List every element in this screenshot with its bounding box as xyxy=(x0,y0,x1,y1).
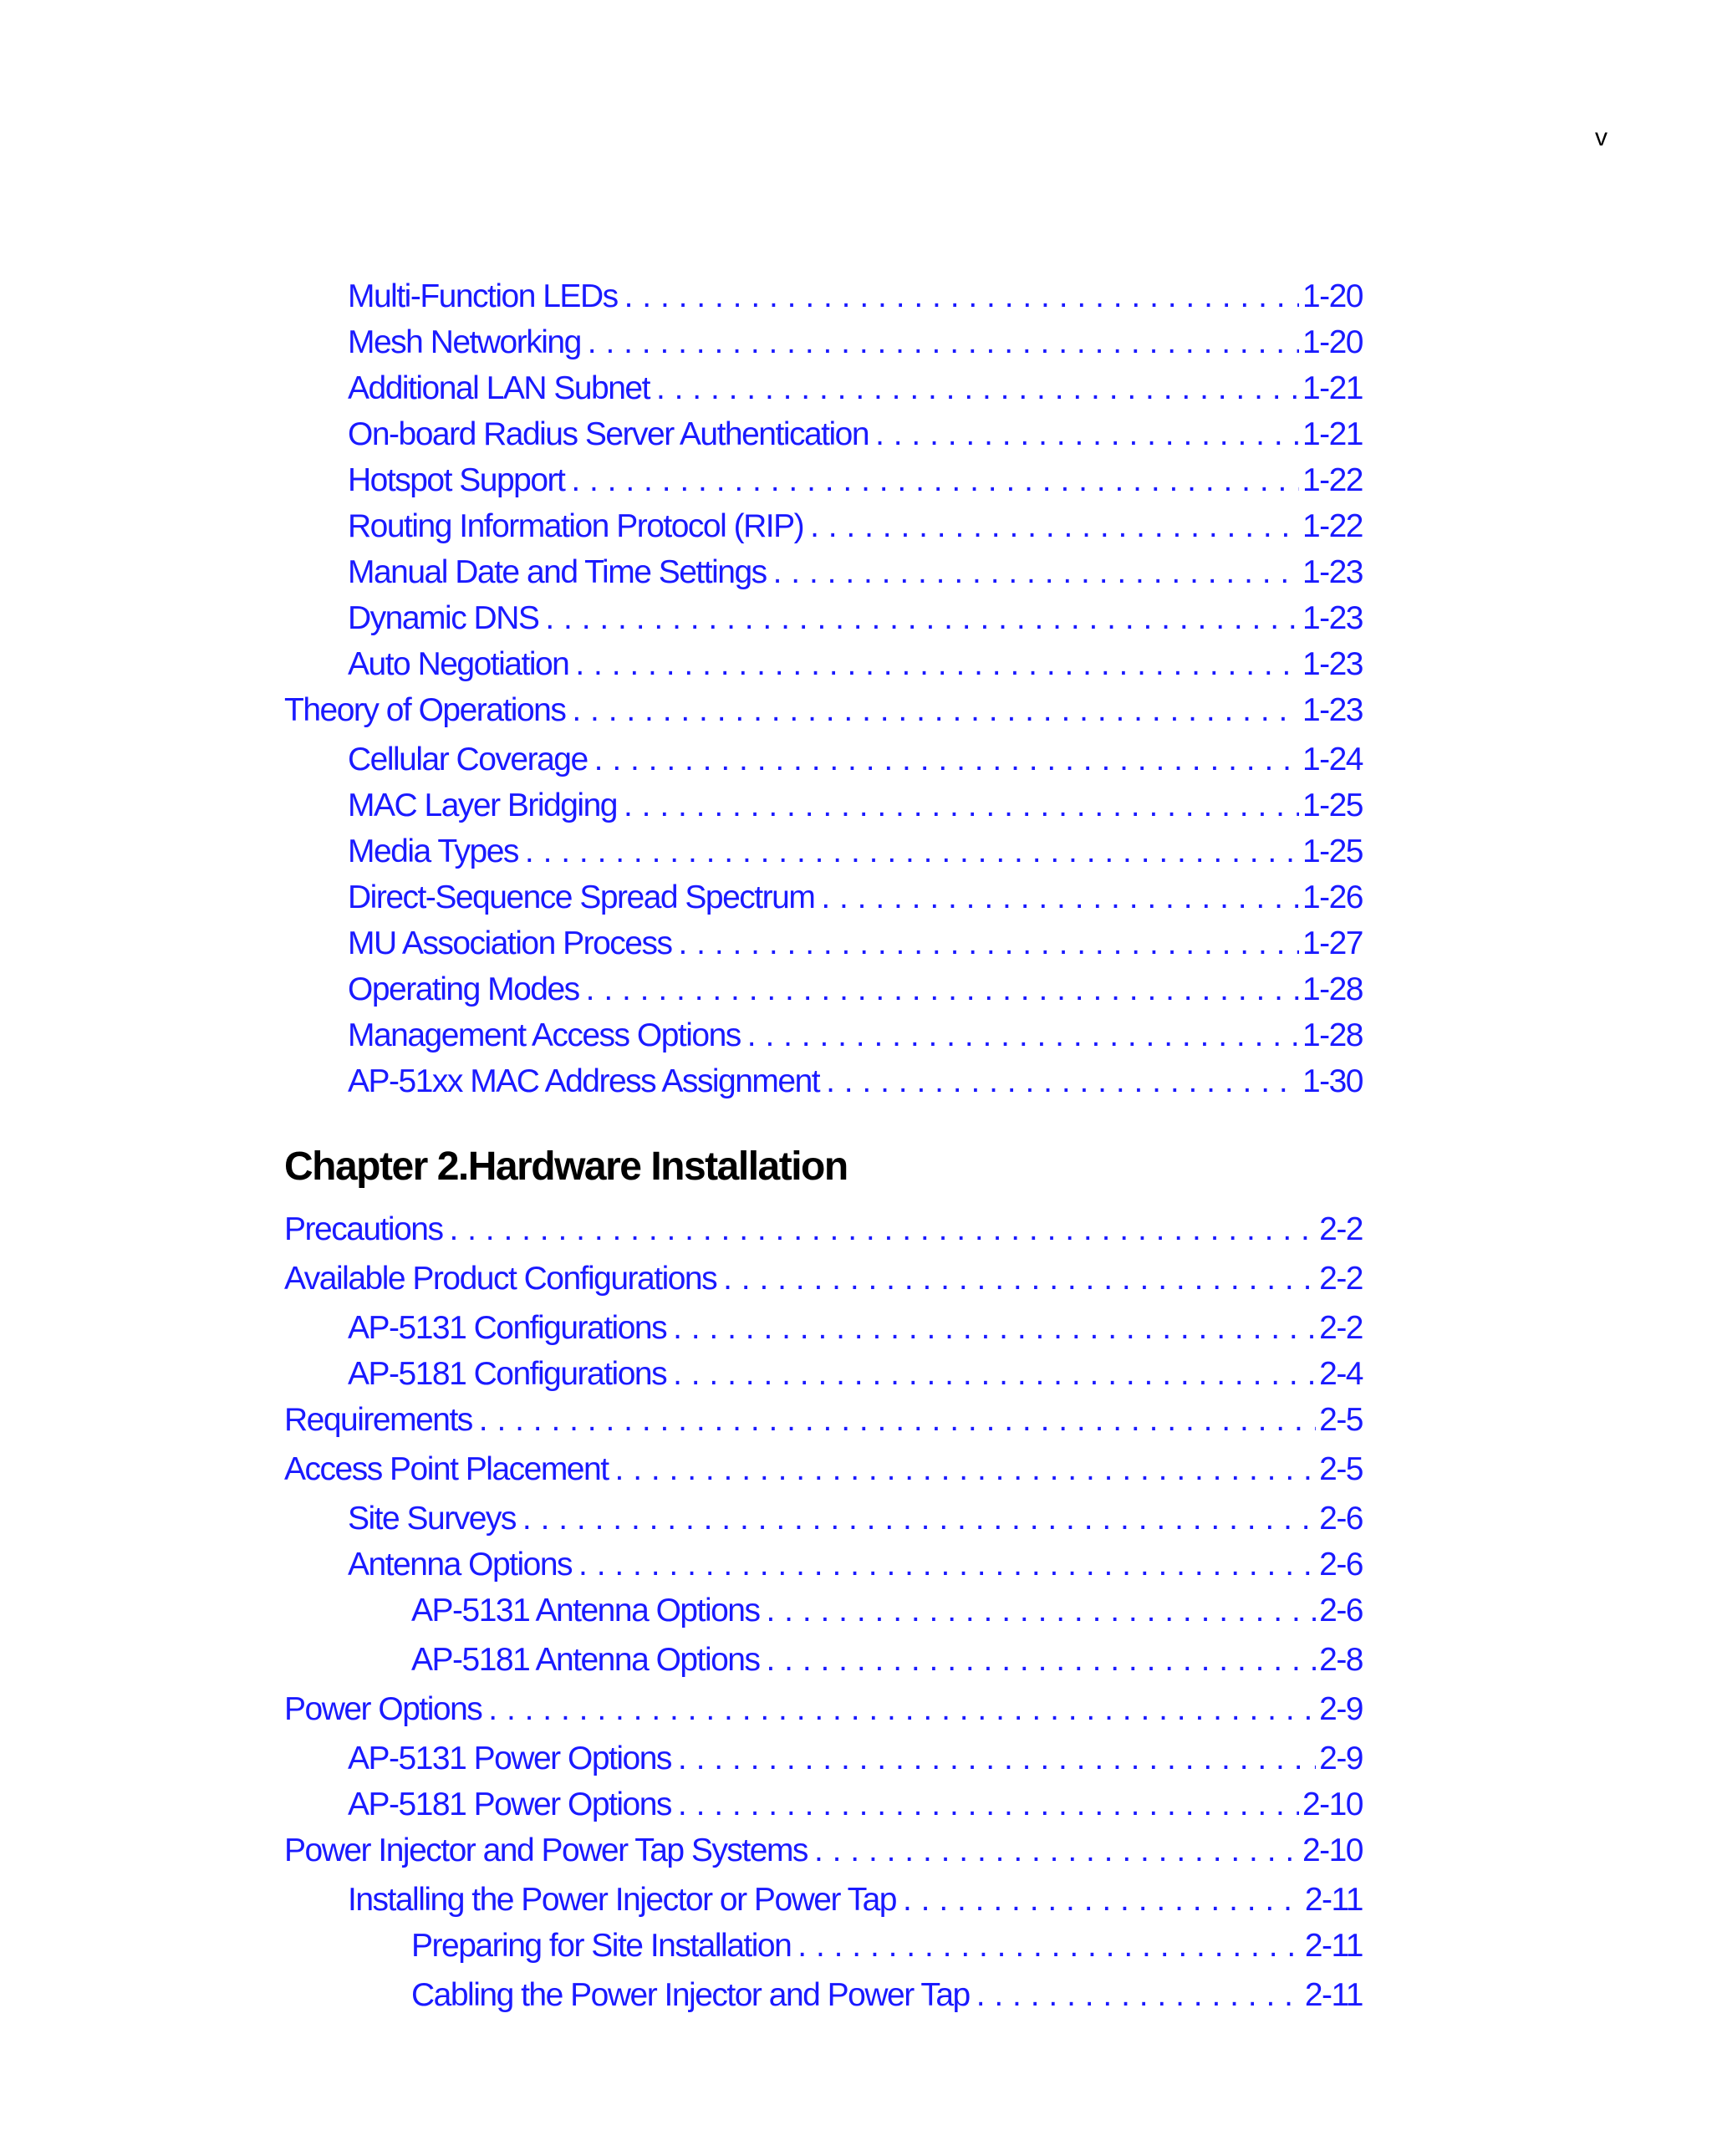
dot-leader xyxy=(615,1449,1317,1491)
toc-entry-page: 1-20 xyxy=(1302,324,1363,360)
toc-entry-title: Antenna Options xyxy=(348,1547,573,1583)
toc-entry-access-point-placement[interactable] xyxy=(284,1449,1363,1491)
toc-entry-title: Theory of Operations xyxy=(284,692,566,728)
toc-entry-title: AP-5181 Configurations xyxy=(348,1356,667,1392)
toc-entry-page: 1-28 xyxy=(1302,1017,1363,1053)
dot-leader xyxy=(594,739,1299,781)
toc-entry-page: 2-2 xyxy=(1319,1261,1363,1297)
toc-entry-title: Dynamic DNS xyxy=(348,600,539,636)
toc-entry-page: 2-2 xyxy=(1319,1310,1363,1346)
toc-entry-additional-lan-subnet[interactable] xyxy=(348,368,1363,410)
toc-entry-title: Operating Modes xyxy=(348,971,579,1007)
toc-entry-preparing-for-site-installation[interactable] xyxy=(411,1925,1363,1967)
toc-entry-title: Direct-Sequence Spread Spectrum xyxy=(348,879,815,915)
toc-entry-page: 1-23 xyxy=(1302,646,1363,682)
toc-entry-title: Requirements xyxy=(284,1402,472,1438)
toc-entry-title: Cellular Coverage xyxy=(348,742,588,777)
toc-entry-page: 2-10 xyxy=(1302,1786,1363,1822)
toc-entry-direct-sequence-spread-spectrum[interactable] xyxy=(348,877,1363,919)
toc-entry-dynamic-dns[interactable] xyxy=(348,598,1363,640)
dot-leader xyxy=(525,831,1299,873)
toc-entry-page: 2-2 xyxy=(1319,1211,1363,1247)
toc-entry-title: AP-5131 Configurations xyxy=(348,1310,667,1346)
toc-entry-page: 1-22 xyxy=(1302,508,1363,544)
toc-entry-page: 1-26 xyxy=(1302,879,1363,915)
dot-leader xyxy=(747,1015,1299,1057)
toc-entry-page: 2-9 xyxy=(1319,1691,1363,1727)
toc-entry-precautions[interactable] xyxy=(284,1209,1363,1251)
toc-entry-requirements[interactable] xyxy=(284,1399,1363,1441)
dot-leader xyxy=(767,1639,1317,1681)
dot-leader xyxy=(797,1925,1302,1967)
toc-entry-power-options[interactable] xyxy=(284,1689,1363,1730)
toc-entry-site-surveys[interactable] xyxy=(348,1498,1363,1540)
toc-entry-title: Multi-Function LEDs xyxy=(348,278,618,314)
dot-leader xyxy=(678,1738,1316,1780)
toc-entry-page: 2-6 xyxy=(1319,1547,1363,1583)
dot-leader xyxy=(678,1784,1299,1826)
toc-entry-page: 2-6 xyxy=(1319,1501,1363,1537)
toc-entry-title: Precautions xyxy=(284,1211,443,1247)
dot-leader xyxy=(479,1399,1316,1441)
dot-leader xyxy=(767,1590,1317,1632)
toc-entry-title: Installing the Power Injector or Power Tap xyxy=(348,1882,896,1918)
dot-leader xyxy=(575,644,1299,686)
dot-leader xyxy=(773,552,1299,594)
toc-entry-page: 1-28 xyxy=(1302,971,1363,1007)
dot-leader xyxy=(826,1061,1299,1103)
toc-entry-title: Auto Negotiation xyxy=(348,646,569,682)
dot-leader xyxy=(588,322,1299,364)
toc-entry-page: 1-22 xyxy=(1302,462,1363,498)
dot-leader xyxy=(810,506,1299,548)
toc-entry-ap-5181-configurations[interactable] xyxy=(348,1353,1363,1395)
toc-entry-title: Power Options xyxy=(284,1691,482,1727)
toc-entry-mesh-networking[interactable] xyxy=(348,322,1363,364)
toc-entry-title: MU Association Process xyxy=(348,925,672,961)
toc-entry-operating-modes[interactable] xyxy=(348,969,1363,1011)
toc-entry-title: AP-5131 Power Options xyxy=(348,1741,671,1776)
toc-entry-multi-function-leds[interactable] xyxy=(348,276,1363,318)
toc-entry-title: Management Access Options xyxy=(348,1017,741,1053)
dot-leader xyxy=(976,1975,1302,2016)
toc-entry-title: Additional LAN Subnet xyxy=(348,370,650,406)
dot-leader xyxy=(522,1498,1316,1540)
toc-entry-page: 1-24 xyxy=(1302,742,1363,777)
toc-entry-media-types[interactable] xyxy=(348,831,1363,873)
toc-entry-ap-5181-antenna-options[interactable] xyxy=(411,1639,1363,1681)
toc-entry-title: Media Types xyxy=(348,833,518,869)
toc-entry-available-product-configurations[interactable] xyxy=(284,1258,1363,1300)
toc-entry-title: AP-5131 Antenna Options xyxy=(411,1593,760,1628)
dot-leader xyxy=(586,969,1299,1011)
toc-entry-mu-association-process[interactable] xyxy=(348,923,1363,965)
toc-entry-ap-51xx-mac-address-assignment[interactable] xyxy=(348,1061,1363,1103)
toc-entry-page: 1-25 xyxy=(1302,833,1363,869)
toc-entry-cellular-coverage[interactable] xyxy=(348,739,1363,781)
toc-entry-management-access-options[interactable] xyxy=(348,1015,1363,1057)
toc-entry-auto-negotiation[interactable] xyxy=(348,644,1363,686)
dot-leader xyxy=(673,1307,1316,1349)
toc-entry-title: On-board Radius Server Authentication xyxy=(348,416,869,452)
dot-leader xyxy=(449,1209,1316,1251)
toc-entry-page: 1-20 xyxy=(1302,278,1363,314)
page-number: v xyxy=(1595,124,1608,151)
toc-entry-ap-5131-power-options[interactable] xyxy=(348,1738,1363,1780)
toc-entry-page: 2-11 xyxy=(1304,1977,1363,2013)
toc-entry-on-board-radius-server-authentication[interactable] xyxy=(348,414,1363,456)
toc-entry-page: 2-9 xyxy=(1319,1741,1363,1776)
dot-leader xyxy=(488,1689,1316,1730)
toc-entry-page: 2-11 xyxy=(1304,1928,1363,1964)
toc-entry-ap-5131-antenna-options[interactable] xyxy=(411,1590,1363,1632)
toc-entry-page: 1-25 xyxy=(1302,787,1363,823)
toc-entry-page: 1-23 xyxy=(1302,554,1363,590)
toc-entry-title: Site Surveys xyxy=(348,1501,516,1537)
toc-entry-page: 2-4 xyxy=(1319,1356,1363,1392)
toc-entry-routing-information-protocol-rip[interactable] xyxy=(348,506,1363,548)
toc-entry-page: 1-21 xyxy=(1302,370,1363,406)
toc-entry-installing-the-power-injector-or-power-tap[interactable] xyxy=(348,1879,1363,1921)
dot-leader xyxy=(624,276,1299,318)
toc-entry-page: 1-21 xyxy=(1302,416,1363,452)
toc-entry-title: Mesh Networking xyxy=(348,324,581,360)
toc-entry-theory-of-operations[interactable] xyxy=(284,690,1363,731)
toc-entry-title: AP-51xx MAC Address Assignment xyxy=(348,1063,820,1099)
dot-leader xyxy=(572,690,1299,731)
toc-entry-title: Manual Date and Time Settings xyxy=(348,554,767,590)
chapter-heading: Chapter 2.Hardware Installation xyxy=(284,1144,848,1189)
toc-entry-page: 2-8 xyxy=(1319,1642,1363,1678)
toc-entry-page: 1-23 xyxy=(1302,692,1363,728)
toc-entry-title: AP-5181 Power Options xyxy=(348,1786,671,1822)
dot-leader xyxy=(723,1258,1316,1300)
toc-entry-page: 2-11 xyxy=(1304,1882,1363,1918)
toc-entry-page: 2-6 xyxy=(1319,1593,1363,1628)
dot-leader xyxy=(673,1353,1316,1395)
dot-leader xyxy=(903,1879,1302,1921)
dot-leader xyxy=(571,460,1299,502)
toc-entry-title: Hotspot Support xyxy=(348,462,565,498)
toc-entry-page: 1-23 xyxy=(1302,600,1363,636)
toc-entry-ap-5131-configurations[interactable] xyxy=(348,1307,1363,1349)
toc-entry-page: 2-5 xyxy=(1319,1402,1363,1438)
toc-entry-title: Cabling the Power Injector and Power Tap xyxy=(411,1977,970,2013)
toc-entry-page: 2-5 xyxy=(1319,1451,1363,1487)
toc-entry-page: 1-27 xyxy=(1302,925,1363,961)
toc-entry-cabling-the-power-injector-and-power-tap[interactable] xyxy=(411,1975,1363,2016)
toc-entry-title: Available Product Configurations xyxy=(284,1261,717,1297)
toc-entry-title: Access Point Placement xyxy=(284,1451,609,1487)
toc-entry-title: Preparing for Site Installation xyxy=(411,1928,792,1964)
dot-leader xyxy=(578,1544,1316,1586)
toc-entry-hotspot-support[interactable] xyxy=(348,460,1363,502)
dot-leader xyxy=(821,877,1299,919)
toc-entry-ap-5181-power-options[interactable] xyxy=(348,1784,1363,1826)
dot-leader xyxy=(875,414,1299,456)
toc-entry-power-injector-and-power-tap-systems[interactable] xyxy=(284,1830,1363,1872)
toc-entry-page: 1-30 xyxy=(1302,1063,1363,1099)
dot-leader xyxy=(814,1830,1299,1872)
toc-entry-page: 2-10 xyxy=(1302,1832,1363,1868)
toc-entry-mac-layer-bridging[interactable] xyxy=(348,785,1363,827)
dot-leader xyxy=(545,598,1299,640)
toc-entry-antenna-options[interactable] xyxy=(348,1544,1363,1586)
toc-entry-title: MAC Layer Bridging xyxy=(348,787,617,823)
toc-entry-manual-date-and-time-settings[interactable] xyxy=(348,552,1363,594)
dot-leader xyxy=(656,368,1299,410)
dot-leader xyxy=(679,923,1299,965)
toc-entry-title: AP-5181 Antenna Options xyxy=(411,1642,760,1678)
toc-entry-title: Power Injector and Power Tap Systems xyxy=(284,1832,808,1868)
toc-entry-title: Routing Information Protocol (RIP) xyxy=(348,508,804,544)
dot-leader xyxy=(624,785,1299,827)
